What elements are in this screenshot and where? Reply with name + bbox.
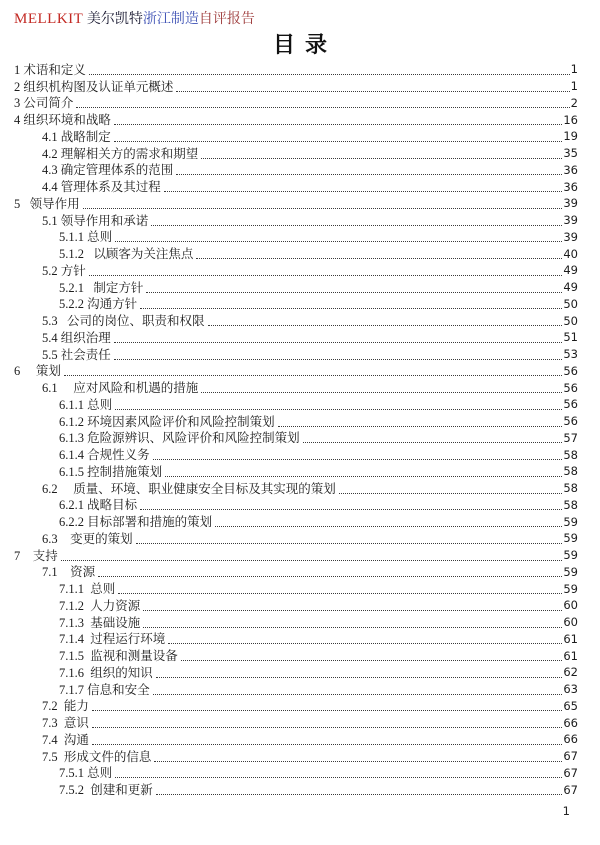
toc-entry-label: 7.5 形成文件的信息 xyxy=(42,749,152,764)
toc-entry-page: 60 xyxy=(563,598,578,613)
toc-entry xyxy=(14,212,578,229)
toc-entry xyxy=(14,128,578,145)
dotted-leader xyxy=(114,141,563,142)
toc-entry-label: 6.1 应对风险和机遇的措施 xyxy=(42,381,199,395)
toc-entry-page: 58 xyxy=(563,447,578,462)
toc-entry-page: 65 xyxy=(563,698,578,713)
dotted-leader xyxy=(118,593,562,594)
toc-entry-page: 36 xyxy=(563,179,578,194)
toc-entry xyxy=(14,647,578,664)
toc-entry-page: 59 xyxy=(563,531,578,546)
dotted-leader xyxy=(303,442,563,443)
toc-entry-label: 5.2.2 沟通方针 xyxy=(59,297,138,312)
toc-entry-page: 62 xyxy=(563,665,578,680)
dotted-leader xyxy=(208,325,563,326)
toc-entry xyxy=(14,580,578,597)
toc-entry xyxy=(14,195,578,212)
dotted-leader xyxy=(176,91,569,92)
toc-entry xyxy=(14,681,578,698)
toc-entry-page: 67 xyxy=(563,765,578,780)
dotted-leader xyxy=(146,292,562,293)
toc-entry-page: 35 xyxy=(563,146,578,160)
toc-entry-label: 6.3 变更的策划 xyxy=(42,531,133,546)
toc-entry xyxy=(14,111,578,128)
toc-entry-label: 5.1.1 总则 xyxy=(59,230,113,245)
toc-entry-label: 6.1.2 环境因素风险评价和风险控制策划 xyxy=(59,414,275,429)
dotted-leader xyxy=(115,777,562,778)
dotted-leader xyxy=(153,459,563,460)
toc-title: 目录 xyxy=(272,32,337,57)
toc-entry-page: 59 xyxy=(563,581,578,596)
toc-entry xyxy=(14,631,578,648)
toc-entry-label: 1 术语和定义 xyxy=(14,62,86,77)
toc-entry-label: 7.1 资源 xyxy=(42,565,96,580)
header-region-label: 浙江制造 xyxy=(142,12,199,27)
dotted-leader xyxy=(136,543,563,544)
toc-entry xyxy=(14,480,578,497)
dotted-leader xyxy=(89,74,570,75)
dotted-leader xyxy=(83,208,563,209)
toc-entry xyxy=(14,413,578,430)
toc-entry-page: 58 xyxy=(563,481,578,495)
dotted-leader xyxy=(92,744,562,745)
dotted-leader xyxy=(339,493,563,494)
toc-entry xyxy=(14,379,578,396)
dotted-leader xyxy=(115,241,562,242)
toc-entry-label: 5.3 公司的岗位、职责和权限 xyxy=(42,314,205,328)
toc-entry-page: 56 xyxy=(563,397,578,412)
toc-entry xyxy=(14,597,578,614)
dotted-leader xyxy=(114,359,563,360)
toc-entry-label: 5.4 组织治理 xyxy=(42,330,111,345)
toc-entry-label: 7.4 沟通 xyxy=(42,732,89,747)
dotted-leader xyxy=(92,710,562,711)
toc-entry xyxy=(14,614,578,631)
toc-entry-page: 53 xyxy=(563,347,578,361)
toc-entry-page: 57 xyxy=(563,430,578,445)
toc-entry-label: 7.1.2 人力资源 xyxy=(59,598,141,613)
document-header xyxy=(14,8,255,28)
toc-entry xyxy=(14,396,578,413)
brand-logo-text: MELLKIT xyxy=(14,11,84,27)
toc-entry xyxy=(14,463,578,480)
toc-entry-page: 50 xyxy=(563,296,578,311)
toc-entry-page: 49 xyxy=(563,280,578,294)
toc-entry xyxy=(14,61,578,78)
dotted-leader xyxy=(168,643,562,644)
toc-entry xyxy=(14,748,578,765)
toc-entry-page: 39 xyxy=(563,196,578,211)
toc-entry-label: 4.4 管理体系及其过程 xyxy=(42,180,161,194)
toc-entry-label: 6.2.2 目标部署和措施的策划 xyxy=(59,515,213,529)
toc-entry-label: 7.1.4 过程运行环境 xyxy=(59,632,166,647)
footer-page-number: 1 xyxy=(562,804,570,818)
toc-entry-page: 60 xyxy=(563,615,578,629)
toc-entry-label: 5.2.1 制定方针 xyxy=(59,280,144,295)
dotted-leader xyxy=(143,610,562,611)
toc-entry-label: 5.5 社会责任 xyxy=(42,347,111,362)
toc-entry-label: 7.5.2 创建和更新 xyxy=(59,783,153,797)
toc-entry-label: 5.1 领导作用和承诺 xyxy=(42,213,149,228)
dotted-leader xyxy=(201,158,562,159)
dotted-leader xyxy=(176,174,562,175)
toc-entry xyxy=(14,312,578,329)
toc-entry xyxy=(14,145,578,162)
toc-entry xyxy=(14,162,578,179)
toc-entry-page: 61 xyxy=(563,631,578,646)
toc-entry-page: 49 xyxy=(563,263,578,278)
toc-entry-label: 6.1.3 危险源辨识、风险评价和风险控制策划 xyxy=(59,431,300,446)
toc-entry-page: 1 xyxy=(570,62,578,77)
toc-entry xyxy=(14,698,578,715)
toc-entry-label: 7.1.7 信息和安全 xyxy=(59,682,150,697)
toc-entry xyxy=(14,430,578,447)
toc-entry-label: 7.1.1 总则 xyxy=(59,582,116,596)
dotted-leader xyxy=(92,727,562,728)
dotted-leader xyxy=(151,225,562,226)
toc-entry xyxy=(14,245,578,262)
dotted-leader xyxy=(154,761,562,762)
toc-entry-page: 67 xyxy=(563,749,578,763)
toc-entry-label: 5.2 方针 xyxy=(42,263,86,278)
toc-entry-page: 19 xyxy=(563,129,578,144)
dotted-leader xyxy=(278,426,563,427)
toc-list xyxy=(14,61,578,798)
toc-entry-label: 2 组织机构图及认证单元概述 xyxy=(14,79,174,94)
toc-entry xyxy=(14,279,578,296)
toc-entry-page: 67 xyxy=(563,782,578,797)
toc-entry xyxy=(14,765,578,782)
toc-entry-page: 56 xyxy=(563,380,578,395)
dotted-leader xyxy=(98,576,562,577)
toc-entry-page: 61 xyxy=(563,648,578,663)
toc-entry-page: 59 xyxy=(563,564,578,579)
toc-entry xyxy=(14,714,578,731)
toc-entry-label: 6.2 质量、环境、职业健康安全目标及其实现的策划 xyxy=(42,481,336,496)
toc-entry xyxy=(14,497,578,514)
toc-entry-page: 36 xyxy=(563,162,578,177)
dotted-leader xyxy=(181,660,563,661)
dotted-leader xyxy=(115,409,562,410)
toc-entry xyxy=(14,781,578,798)
toc-entry-label: 7 支持 xyxy=(14,548,58,563)
dotted-leader xyxy=(196,258,562,259)
dotted-leader xyxy=(156,677,563,678)
dotted-leader xyxy=(153,694,563,695)
toc-entry-page: 39 xyxy=(563,213,578,227)
toc-entry-label: 7.5.1 总则 xyxy=(59,766,113,781)
toc-entry-page: 39 xyxy=(563,229,578,244)
toc-entry xyxy=(14,530,578,547)
toc-entry-page: 66 xyxy=(563,715,578,730)
toc-entry-label: 7.2 能力 xyxy=(42,699,89,714)
toc-entry xyxy=(14,547,578,564)
dotted-leader xyxy=(89,275,563,276)
toc-entry-label: 7.1.3 基础设施 xyxy=(59,615,141,630)
dotted-leader xyxy=(165,476,562,477)
toc-entry xyxy=(14,731,578,748)
toc-entry-label: 4.2 理解相关方的需求和期望 xyxy=(42,146,199,161)
toc-entry-page: 63 xyxy=(563,682,578,696)
dotted-leader xyxy=(61,560,563,561)
toc-entry-label: 4.3 确定管理体系的范围 xyxy=(42,163,174,178)
toc-entry xyxy=(14,95,578,112)
toc-entry-label: 5 领导作用 xyxy=(14,196,80,211)
dotted-leader xyxy=(140,308,562,309)
toc-entry xyxy=(14,229,578,246)
toc-entry-label: 6.1.4 合规性义务 xyxy=(59,448,150,462)
toc-entry-page: 56 xyxy=(563,414,578,428)
toc-entry-page: 58 xyxy=(563,497,578,512)
header-company-name: 美尔凯特 xyxy=(83,12,143,27)
toc-entry-label: 3 公司简介 xyxy=(14,96,74,111)
toc-entry-page: 51 xyxy=(563,330,578,345)
toc-entry-page: 58 xyxy=(563,464,578,479)
toc-entry-label: 7.3 意识 xyxy=(42,716,89,730)
toc-entry xyxy=(14,262,578,279)
toc-entry-label: 4 组织环境和战略 xyxy=(14,113,111,127)
dotted-leader xyxy=(140,509,562,510)
toc-entry-label: 7.1.6 组织的知识 xyxy=(59,665,153,680)
toc-entry-page: 66 xyxy=(563,732,578,747)
toc-entry xyxy=(14,329,578,346)
toc-entry xyxy=(14,346,578,363)
toc-entry-page: 1 xyxy=(570,79,578,93)
toc-entry-page: 59 xyxy=(563,548,578,562)
toc-entry-page: 56 xyxy=(563,363,578,378)
toc-entry xyxy=(14,363,578,380)
dotted-leader xyxy=(114,342,563,343)
dotted-leader xyxy=(64,375,562,376)
toc-entry-page: 2 xyxy=(570,95,578,110)
header-doc-type: 自评报告 xyxy=(198,12,255,27)
toc-entry-label: 6 策划 xyxy=(14,364,61,379)
toc-entry-label: 5.1.2 以顾客为关注焦点 xyxy=(59,247,194,261)
toc-entry-label: 6.2.1 战略目标 xyxy=(59,498,138,513)
toc-entry xyxy=(14,78,578,95)
dotted-leader xyxy=(164,191,563,192)
toc-entry xyxy=(14,513,578,530)
toc-entry xyxy=(14,446,578,463)
toc-entry xyxy=(14,296,578,313)
dotted-leader xyxy=(143,627,562,628)
toc-entry-page: 59 xyxy=(563,514,578,529)
toc-entry-label: 6.1.1 总则 xyxy=(59,397,113,412)
toc-entry xyxy=(14,664,578,681)
toc-entry-page: 16 xyxy=(563,112,578,127)
toc-entry-label: 4.1 战略制定 xyxy=(42,129,111,144)
dotted-leader xyxy=(201,392,562,393)
toc-entry-label: 7.1.5 监视和测量设备 xyxy=(59,649,178,663)
toc-entry-label: 6.1.5 控制措施策划 xyxy=(59,464,163,479)
dotted-leader xyxy=(215,526,562,527)
toc-entry-page: 50 xyxy=(563,313,578,328)
toc-entry-page: 40 xyxy=(563,246,578,261)
toc-entry xyxy=(14,564,578,581)
dotted-leader xyxy=(114,124,562,125)
dotted-leader xyxy=(76,107,569,108)
toc-entry xyxy=(14,178,578,195)
dotted-leader xyxy=(156,794,563,795)
